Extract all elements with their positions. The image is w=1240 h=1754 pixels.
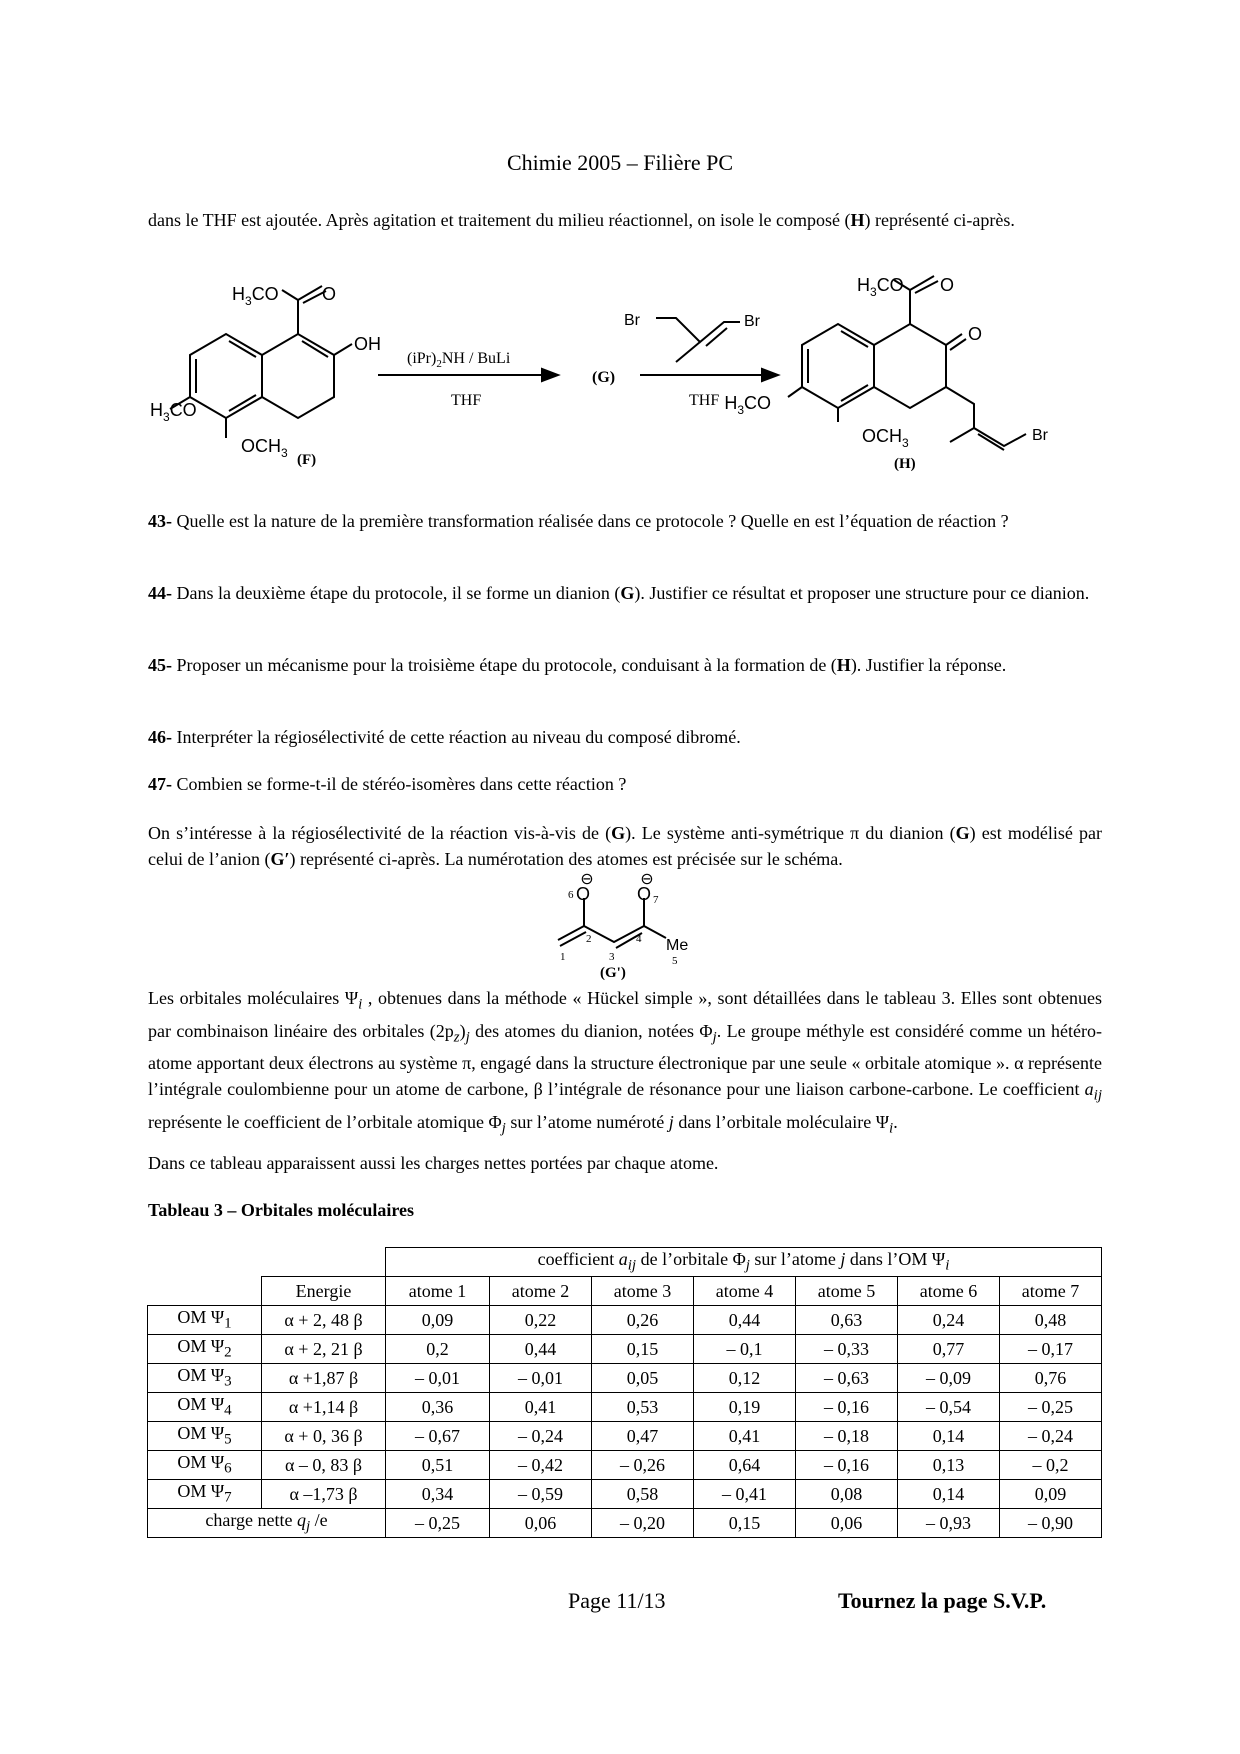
table-row: OM $\Psi_6$ α – 0, 83 β 0,51 – 0,42 – 0,26 0,64 – 0,16 0,13 – 0,2 xyxy=(148,1451,1102,1480)
atom-3-number: 3 xyxy=(609,951,615,963)
energy-header: Energie xyxy=(262,1277,386,1306)
atom-2-number: 2 xyxy=(586,933,592,945)
table-row: OM $\Psi_2$ α + 2, 21 β 0,2 0,44 0,15 – 0,1 – 0,33 0,77 – 0,17 xyxy=(148,1335,1102,1364)
intro-text-a: dans le THF est ajoutée. Après agitation et traitement du milieu réactionnel, on isole le composé ( xyxy=(148,210,851,230)
reaction-scheme xyxy=(0,270,1240,490)
g-label: (G) xyxy=(592,369,616,386)
h-ome-label: $OCH_3$ xyxy=(862,426,909,450)
o7-charge: ⊖ xyxy=(640,871,654,888)
atom-6-number: 6 xyxy=(568,889,574,901)
atom-header: atome 7 xyxy=(1000,1277,1102,1306)
methyl-label: Me xyxy=(666,937,689,954)
atom-header: atome 2 xyxy=(490,1277,592,1306)
atom-header: atome 6 xyxy=(898,1277,1000,1306)
g-prime-label: (G') xyxy=(600,965,626,981)
f-compound-label: (F) xyxy=(297,452,317,468)
anion-g-prime-structure xyxy=(540,870,710,982)
table-row: OM $\Psi_5$ α + 0, 36 β – 0,67 – 0,24 0,47 0,41 – 0,18 0,14 – 0,24 xyxy=(148,1422,1102,1451)
question-44: 44- Dans la deuxième étape du protocole, il se forme un dianion (G). Justifier ce résultat et proposer une structure pour ce dianion. xyxy=(148,583,1090,603)
f-ester-label: $H_3CO$ xyxy=(232,284,279,308)
table-super-header: coefficient $a_{ij}$ de l’orbitale $\Phi_j$ sur l’atome j dans l’OM $\Psi_i$ xyxy=(386,1248,1102,1277)
atom-header: atome 4 xyxy=(694,1277,796,1306)
paragraph-charges: Dans ce tableau apparaissent aussi les charges nettes portées par chaque atome. xyxy=(148,1153,719,1173)
dibromide-br2: Br xyxy=(744,313,760,330)
atom-5-number: 5 xyxy=(672,955,678,967)
page-header: Chimie 2005 – Filière PC xyxy=(506,150,734,175)
f-aromatic-ring xyxy=(190,334,262,418)
table-title: Tableau 3 – Orbitales moléculaires xyxy=(148,1200,415,1220)
atom-7-o: O xyxy=(637,884,652,904)
h-aromatic-ring xyxy=(802,324,874,408)
solvent-1: THF xyxy=(451,392,482,409)
question-46: 46- Interpréter la régiosélectivité de cette réaction au niveau du composé dibromé. xyxy=(148,727,741,747)
h-br: Br xyxy=(1032,427,1048,444)
h-compound-label: (H) xyxy=(894,456,916,472)
question-45: 45- Proposer un mécanisme pour la troisième étape du protocole, conduisant à la formation de (H). Justifier la réponse. xyxy=(148,655,1007,675)
o6-charge: ⊖ xyxy=(580,871,594,888)
paragraph-g-prime: On s’intéresse à la régiosélectivité de la réaction vis-à-vis de (G). Le système anti-symétrique π du dianion (G) est modélisé par celui de l’anion (G′) représenté ci-après. La numérotation des atomes est précisée sur le schéma. xyxy=(148,823,1102,869)
table-row: OM $\Psi_3$ α +1,87 β – 0,01 – 0,01 0,05 0,12 – 0,63 – 0,09 0,76 xyxy=(148,1364,1102,1393)
atom-header: atome 5 xyxy=(796,1277,898,1306)
dibromide-br1: Br xyxy=(624,312,640,329)
f-carbonyl-o: O xyxy=(322,284,337,304)
atom-4-number: 4 xyxy=(636,933,642,945)
atom-1-number: 1 xyxy=(560,951,566,963)
h-ester-label: $H_3CO$ xyxy=(857,275,904,299)
atom-header: atome 3 xyxy=(592,1277,694,1306)
atom-6-o: O xyxy=(576,884,591,904)
h-methoxy-label: $H_3CO$ xyxy=(724,393,771,417)
table-row-charges: charge nette $q_j$ /e – 0,25 0,06 – 0,20 0,15 0,06 – 0,93 – 0,90 xyxy=(148,1509,1102,1538)
question-43: 43- Quelle est la nature de la première transformation réalisée dans ce protocole ? Quelle en est l’équation de réaction ? xyxy=(148,511,1009,531)
intro-text-b: ) représenté ci-après. xyxy=(864,210,1015,230)
paragraph-orbitals: Les orbitales moléculaires $\Psi_i$ , obtenues dans la méthode « Hückel simple », sont détaillées dans le tableau 3. Elles sont obtenues par combinaison linéaire des orbitales $(2p_z)_j$ des atomes du dianion, notées $\Phi_j$. Le groupe méthyle est considéré comme un hétéro-atome apportant deux électrons au système π, engagé dans la structure électronique par une seule « orbitale atomique ». α représente l’intégrale coulombienne pour un atome de carbone, β l’intégrale de résonance pour une liaison carbone-carbone. Le coefficient $a_{ij}$ représente le coefficient de l’orbitale atomique $\Phi_j$ sur l’atome numéroté j dans l’orbitale moléculaire $\Psi_i$. xyxy=(148,988,1102,1137)
h-ester-o: O xyxy=(940,275,955,295)
solvent-2: THF xyxy=(689,392,720,409)
question-47: 47- Combien se forme-t-il de stéréo-isomères dans cette réaction ? xyxy=(148,774,627,794)
h-ketone-o: O xyxy=(968,324,983,344)
intro-label-h: H xyxy=(850,210,865,230)
f-oh: OH xyxy=(354,334,381,354)
page-number: Page 11/13 xyxy=(568,1588,666,1613)
atom-7-number: 7 xyxy=(653,894,659,906)
table-row: OM $\Psi_7$ α –1,73 β 0,34 – 0,59 0,58 – 0,41 0,08 0,14 0,09 xyxy=(148,1480,1102,1509)
table-row: OM $\Psi_1$ α + 2, 48 β 0,09 0,22 0,26 0,44 0,63 0,24 0,48 xyxy=(148,1306,1102,1335)
reagent-1: $(iPr)_2NH$ / BuLi xyxy=(407,350,511,370)
intro-paragraph xyxy=(148,207,1102,233)
f-ome-label: $OCH_3$ xyxy=(241,436,288,460)
f-methoxy-label: $H_3CO$ xyxy=(150,400,197,424)
atom-header: atome 1 xyxy=(386,1277,490,1306)
table-row: OM $\Psi_4$ α +1,14 β 0,36 0,41 0,53 0,19 – 0,16 – 0,54 – 0,25 xyxy=(148,1393,1102,1422)
orbitals-table xyxy=(147,1247,1102,1538)
turn-page-note: Tournez la page S.V.P. xyxy=(838,1588,1047,1613)
